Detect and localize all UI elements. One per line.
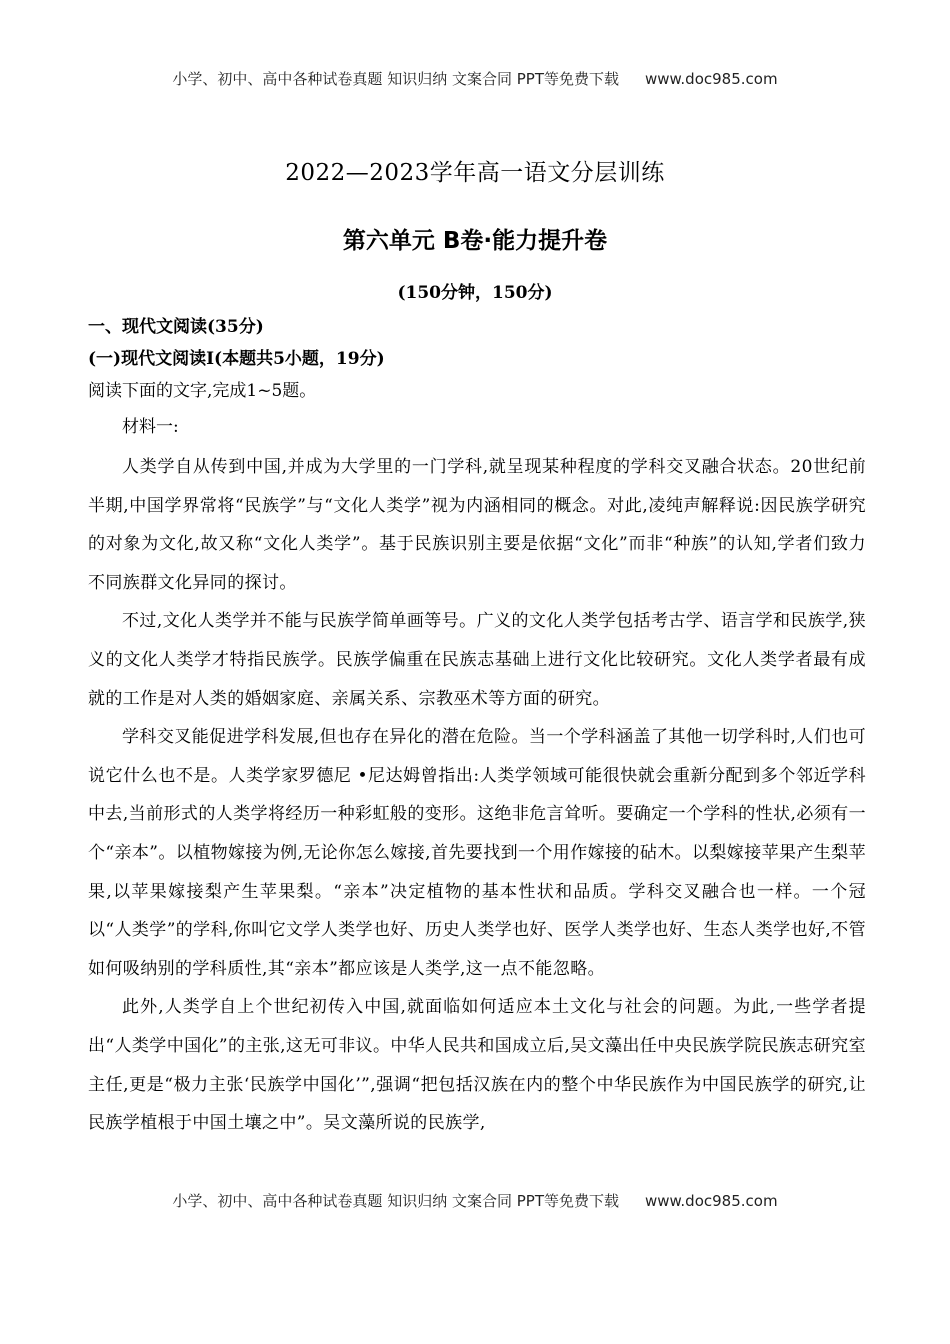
- paragraph: 学科交叉能促进学科发展,但也存在异化的潜在危险。当一个学科涵盖了其他一切学科时,人们也可说它什么也不是。人类学家罗德尼 •尼达姆曾指出:人类学领域可能很快就会重新分配到多个邻近学科中去,当前形式的人类学将经历一种彩虹般的变形。这绝非危言耸听。要确定一个学科的性状,必须有一个“亲本”。以植物嫁接为例,无论你怎么嫁接,首先要找到一个用作嫁接的砧木。以梨嫁接苹果产生梨苹果,以苹果嫁接梨产生苹果梨。“亲本”决定植物的基本性状和品质。学科交叉融合也一样。一个冠以“人类学”的学科,你叫它文学人类学也好、历史人类学也好、医学人类学也好、生态人类学也好,不管如何吸纳别的学科质性,其“亲本”都应该是人类学,这一点不能忽略。: [88, 727, 866, 979]
- footer-url[interactable]: www.doc985.com: [644, 1192, 778, 1210]
- section-heading: 一、现代文阅读(35分): [88, 317, 264, 337]
- material-label: 材料一:: [122, 417, 179, 437]
- paragraph: 不过,文化人类学并不能与民族学简单画等号。广义的文化人类学包括考古学、语言学和民族学,狭义的文化人类学才特指民族学。民族学偏重在民族志基础上进行文化比较研究。文化人类学者最有成就的工作是对人类的婚姻家庭、亲属关系、宗教巫术等方面的研究。: [88, 611, 866, 709]
- document-body: [88, 312, 866, 1143]
- subsection-heading: (一)现代文阅读Ⅰ(本题共5小题，19分): [88, 349, 385, 369]
- unit-title: 第六单元 B卷·能力提升卷: [342, 228, 608, 254]
- paragraph: 人类学自从传到中国,并成为大学里的一门学科,就呈现某种程度的学科交叉融合状态。20世纪前半期,中国学界常将“民族学”与“文化人类学”视为内涵相同的概念。对此,凌纯声解释说:因民族学研究的对象为文化,故又称“文化人类学”。基于民族识别主要是依据“文化”而非“种族”的认知,学者们致力不同族群文化异同的探讨。: [88, 457, 866, 593]
- page-header: [0, 68, 950, 89]
- instruction-text: 阅读下面的文字,完成1~5题。: [88, 381, 317, 401]
- paragraph: 此外,人类学自上个世纪初传入中国,就面临如何适应本土文化与社会的问题。为此,一些学者提出“人类学中国化”的主张,这无可非议。中华人民共和国成立后,吴文藻出任中央民族学院民族志研究室主任,更是“极力主张‘民族学中国化’”,强调“把包括汉族在内的整个中华民族作为中国民族学的研究,让民族学植根于中国土壤之中”。吴文藻所说的民族学,: [88, 997, 866, 1134]
- header-text: 小学、初中、高中各种试卷真题 知识归纳 文案合同 PPT等免费下载: [172, 70, 619, 88]
- time-info: (150分钟，150分): [397, 283, 553, 303]
- header-url[interactable]: www.doc985.com: [644, 70, 778, 88]
- footer-text: 小学、初中、高中各种试卷真题 知识归纳 文案合同 PPT等免费下载: [172, 1192, 619, 1210]
- document-title: 2022—2023学年高一语文分层训练: [285, 160, 665, 186]
- page-footer: [0, 1190, 950, 1211]
